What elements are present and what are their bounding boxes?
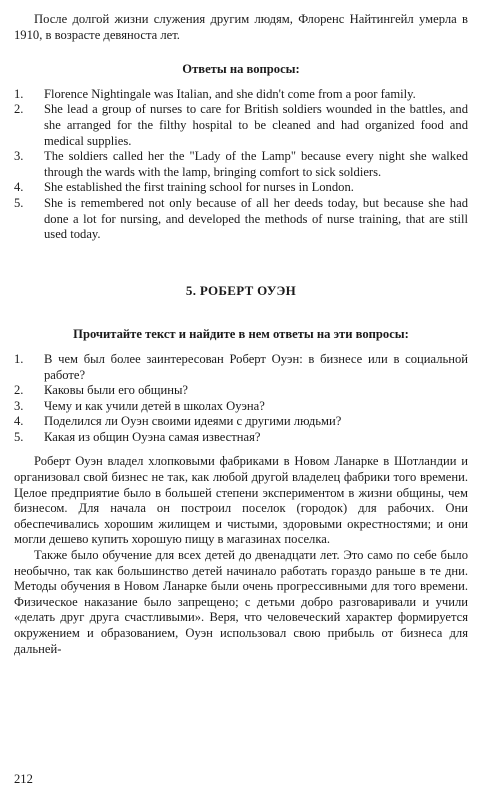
body-paragraph: Также было обучение для всех детей до двенадцати лет. Это само по себе было необычно, так как большинство детей начинало работать гораздо раньше в те дни. Методы обучения в Новом Ланарке были очень прогрессивными для того времени. Физическое наказание было запрещено; с детьми добро разговаривали и учили «делать друг друга счастливыми». Веря, что человеческий характер формируется окружением и образованием, Оуэн использовал свою прибыль от бизнеса для дальней- xyxy=(14,548,468,656)
body-paragraph: Роберт Оуэн владел хлопковыми фабриками в Новом Ланарке в Шотландии и организовал свой бизнес не так, как любой другой владелец фабрики того времени. Целое предприятие было в большей степени экспериментом в жизни общины, чем бизнесом. Для начала он построил поселок (городок) для рабочих. Они обеспечивались хорошим жилищем и чистыми, здоровыми окрестностями; и они могли дешево купить хорошую пищу в магазинах поселка. xyxy=(14,454,468,547)
list-item: 1. Florence Nightingale was Italian, and she didn't come from a poor family. xyxy=(14,86,416,101)
list-item: 5. She is remembered not only because of all her deeds today, but because she had done a lot for nursing, and developed the methods of nurse training, that are still used today. xyxy=(14,195,468,242)
list-item: 2. She lead a group of nurses to care for British soldiers wounded in the battles, and she arranged for the filthy hospital to be cleaned and had organized food and medical supplies. xyxy=(14,102,468,148)
list-item: 1. В чем был более заинтересован Роберт Оуэн: в бизнесе или в социальной работе? xyxy=(14,351,468,382)
list-item: 3. The soldiers called her the "Lady of the Lamp" because every night she walked through the wards with the lamp, bringing comfort to sick soldiers. xyxy=(14,149,468,179)
list-item: 3. Чему и как учили детей в школах Оуэна? xyxy=(14,398,265,413)
section-title: 5. РОБЕРТ ОУЭН xyxy=(185,282,297,298)
task-heading: Прочитайте текст и найдите в нем ответы на эти вопросы: xyxy=(73,327,409,342)
list-item: 4. Поделился ли Оуэн своими идеями с другими людьми? xyxy=(14,414,342,429)
page-number: 212 xyxy=(14,772,33,786)
list-item: 5. Какая из общин Оуэна самая известная? xyxy=(14,429,261,444)
list-item: 4. She established the first training school for nurses in London. xyxy=(14,180,354,195)
answers-list xyxy=(14,87,468,243)
questions-list xyxy=(14,352,468,446)
list-item: 2. Каковы были его общины? xyxy=(14,383,189,398)
page-content xyxy=(14,12,468,657)
answers-heading: Ответы на вопросы: xyxy=(182,62,300,77)
intro-paragraph: После долгой жизни служения другим людям, Флоренс Найтингейл умерла в 1910, в возрасте девяноста лет. xyxy=(14,12,468,42)
